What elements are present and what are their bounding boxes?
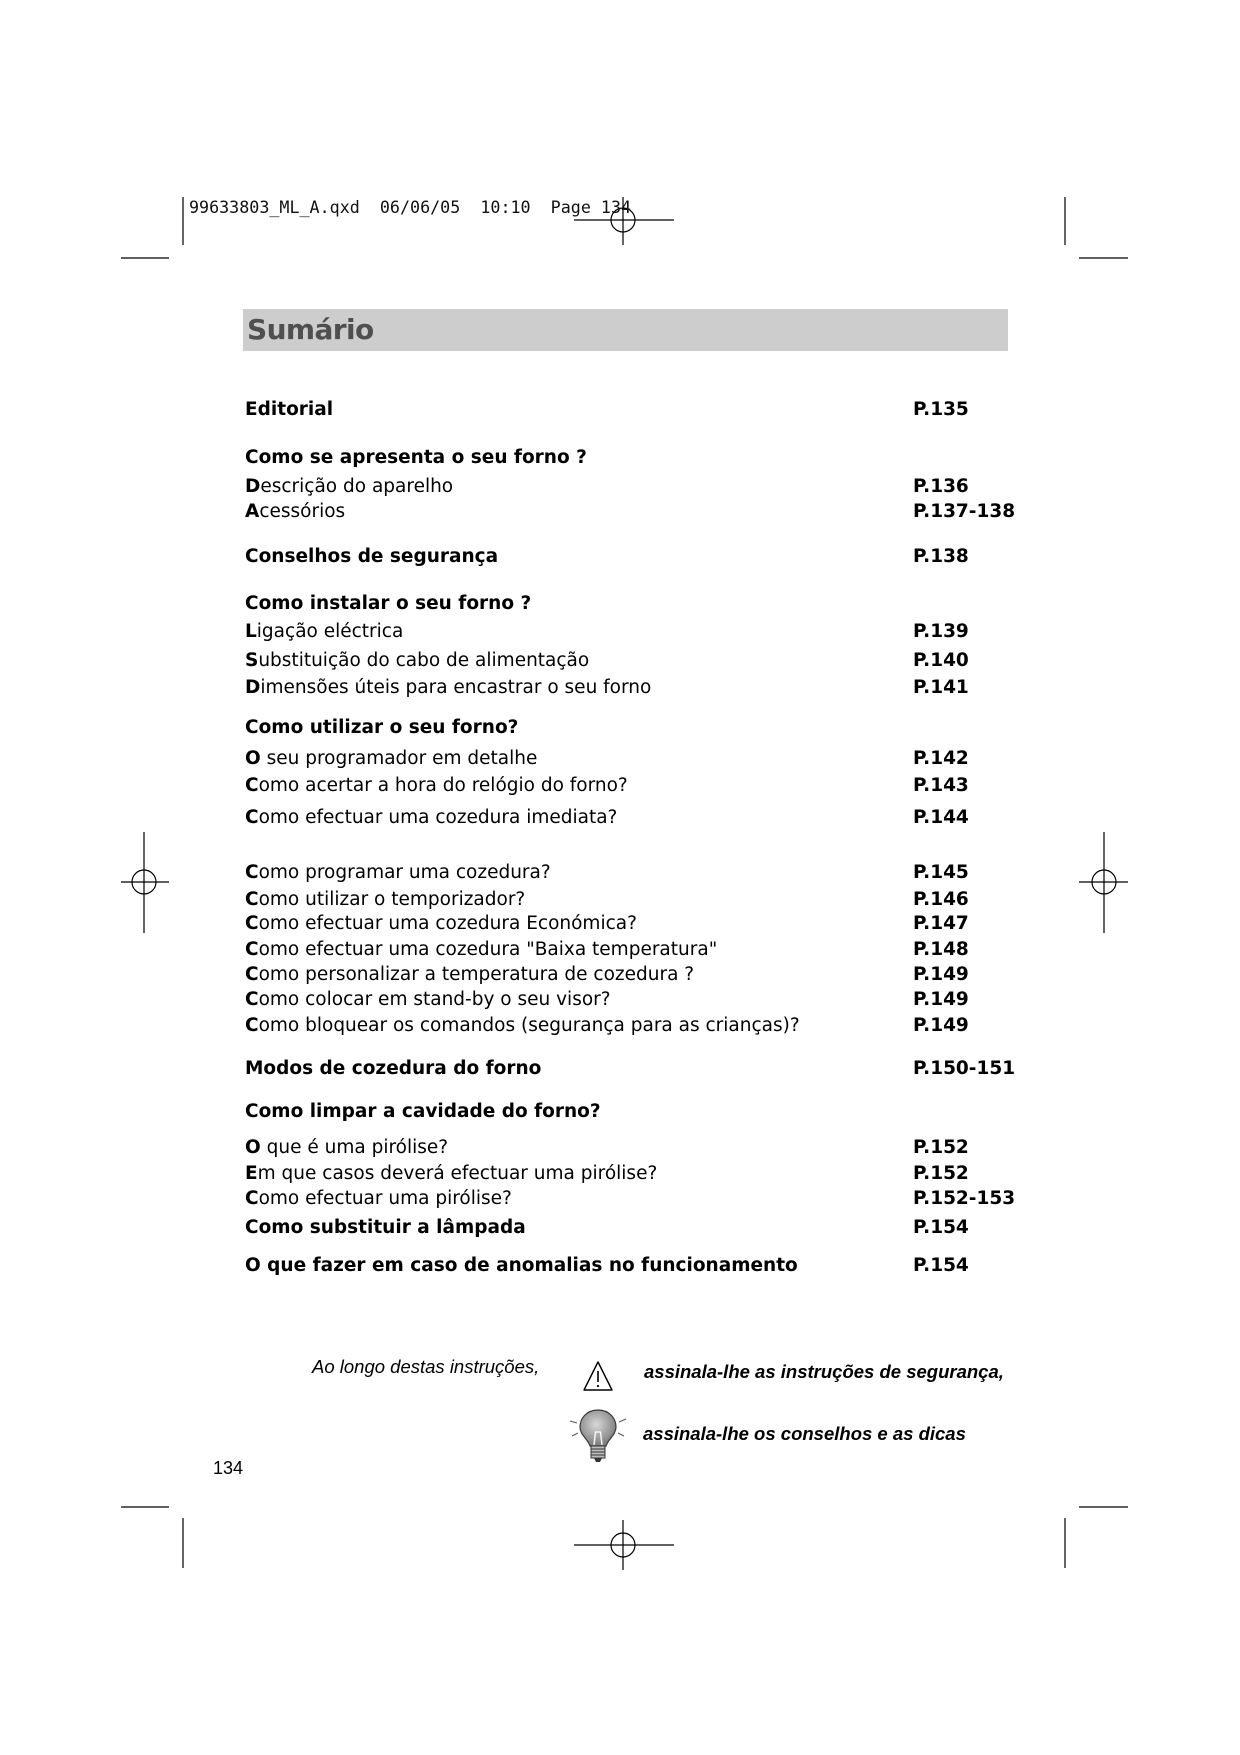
toc-page-ref: P.145 (913, 862, 969, 883)
toc-page-ref: P.149 (913, 1015, 969, 1036)
toc-item (245, 621, 1025, 643)
toc-page-ref: P.152-153 (913, 1188, 1016, 1209)
toc-item-label: Como efectuar uma pirólise? (245, 1188, 512, 1209)
toc-page-ref: P.149 (913, 989, 969, 1010)
toc-heading-label: O que fazer em caso de anomalias no funcionamento (245, 1255, 798, 1276)
toc-item-label: Como programar uma cozedura? (245, 862, 551, 883)
toc-item-label: Em que casos deverá efectuar uma pirólise? (245, 1163, 658, 1184)
toc-item-label: Como efectuar uma cozedura "Baixa temperatura" (245, 939, 718, 960)
crop-mark-top-right (1065, 197, 1128, 258)
crop-mark-bottom-right (1065, 1507, 1128, 1568)
toc-item (245, 889, 1025, 911)
toc-page-ref: P.138 (913, 546, 969, 567)
crop-mark-bottom-left (121, 1507, 183, 1568)
toc-heading (245, 1058, 1025, 1080)
toc-item-label: Como bloquear os comandos (segurança para as crianças)? (245, 1015, 800, 1036)
toc-heading-label: Como instalar o seu forno ? (245, 593, 532, 614)
toc-item (245, 677, 1025, 699)
registration-mark-left (121, 832, 169, 933)
crop-mark-top-left (121, 197, 183, 258)
toc-item (245, 748, 1025, 770)
toc-item (245, 807, 1025, 829)
registration-mark-right (1079, 832, 1128, 933)
toc-page-ref: P.152 (913, 1137, 969, 1158)
toc-item-label: Substituição do cabo de alimentação (245, 650, 590, 671)
legend-safety-text: assinala-lhe as instruções de segurança, (644, 1361, 1004, 1382)
registration-mark-bottom (574, 1520, 674, 1570)
toc-item (245, 775, 1025, 797)
toc-heading (245, 593, 1025, 615)
toc-item-label: Acessórios (245, 501, 346, 522)
toc-item-label: Ligação eléctrica (245, 621, 404, 642)
toc-page-ref: P.148 (913, 939, 969, 960)
toc-item (245, 989, 1025, 1011)
toc-heading-label: Modos de cozedura do forno (245, 1058, 542, 1079)
title-band (243, 309, 1008, 351)
toc-page-ref: P.150-151 (913, 1058, 1016, 1079)
toc-item-label: Como efectuar uma cozedura Económica? (245, 913, 637, 934)
page-title: Sumário (247, 313, 374, 346)
toc-heading (245, 546, 1025, 568)
page-number: 134 (213, 1458, 244, 1478)
toc-page-ref: P.141 (913, 677, 969, 698)
toc-item-label: Descrição do aparelho (245, 476, 454, 497)
toc-page-ref: P.149 (913, 964, 969, 985)
toc-item-label: Como efectuar uma cozedura imediata? (245, 807, 618, 828)
toc-heading-label: Editorial (245, 399, 334, 420)
toc-page-ref: P.142 (913, 748, 969, 769)
toc-page-ref: P.152 (913, 1163, 969, 1184)
toc-heading-label: Conselhos de segurança (245, 546, 499, 567)
toc-page-ref: P.146 (913, 889, 969, 910)
toc-item-label: O que é uma pirólise? (245, 1137, 449, 1158)
toc-page-ref: P.154 (913, 1217, 969, 1238)
print-slug: 99633803_ML_A.qxd 06/06/05 10:10 Page 134 (189, 197, 632, 217)
toc-item (245, 862, 1025, 884)
toc-heading (245, 1101, 1025, 1123)
legend-intro: Ao longo destas instruções, (312, 1356, 540, 1377)
toc-page-ref: P.147 (913, 913, 969, 934)
toc-item-label: Como utilizar o temporizador? (245, 889, 526, 910)
toc-page-ref: P.135 (913, 399, 969, 420)
warning-triangle-icon (582, 1360, 614, 1392)
toc-heading (245, 1255, 1025, 1277)
toc-page-ref: P.136 (913, 476, 969, 497)
toc-page-ref: P.137-138 (913, 501, 1016, 522)
toc-heading (245, 447, 1025, 469)
toc-heading (245, 717, 1025, 739)
toc-page-ref: P.139 (913, 621, 969, 642)
toc-item (245, 501, 1025, 523)
toc-page-ref: P.143 (913, 775, 969, 796)
toc-item (245, 650, 1025, 672)
lightbulb-icon (566, 1405, 630, 1467)
toc-heading (245, 399, 1025, 421)
toc-item (245, 913, 1025, 935)
toc-page-ref: P.154 (913, 1255, 969, 1276)
toc-item (245, 964, 1025, 986)
toc-page-ref: P.144 (913, 807, 969, 828)
toc-item-label: Como personalizar a temperatura de cozedura ? (245, 964, 695, 985)
toc-item-label: O seu programador em detalhe (245, 748, 538, 769)
toc-item (245, 1163, 1025, 1185)
legend-tips-text: assinala-lhe os conselhos e as dicas (643, 1423, 966, 1444)
toc-item-label: Como acertar a hora do relógio do forno? (245, 775, 628, 796)
toc-item-label: Como colocar em stand-by o seu visor? (245, 989, 611, 1010)
toc-heading-label: Como utilizar o seu forno? (245, 717, 519, 738)
toc-page-ref: P.140 (913, 650, 969, 671)
toc-item (245, 1015, 1025, 1037)
toc-item (245, 1137, 1025, 1159)
toc-item (245, 939, 1025, 961)
toc-heading (245, 1217, 1025, 1239)
toc-heading-label: Como substituir a lâmpada (245, 1217, 526, 1238)
toc-item-label: Dimensões úteis para encastrar o seu forno (245, 677, 652, 698)
toc-item (245, 1188, 1025, 1210)
toc-item (245, 476, 1025, 498)
toc-heading-label: Como se apresenta o seu forno ? (245, 447, 587, 468)
toc-heading-label: Como limpar a cavidade do forno? (245, 1101, 601, 1122)
